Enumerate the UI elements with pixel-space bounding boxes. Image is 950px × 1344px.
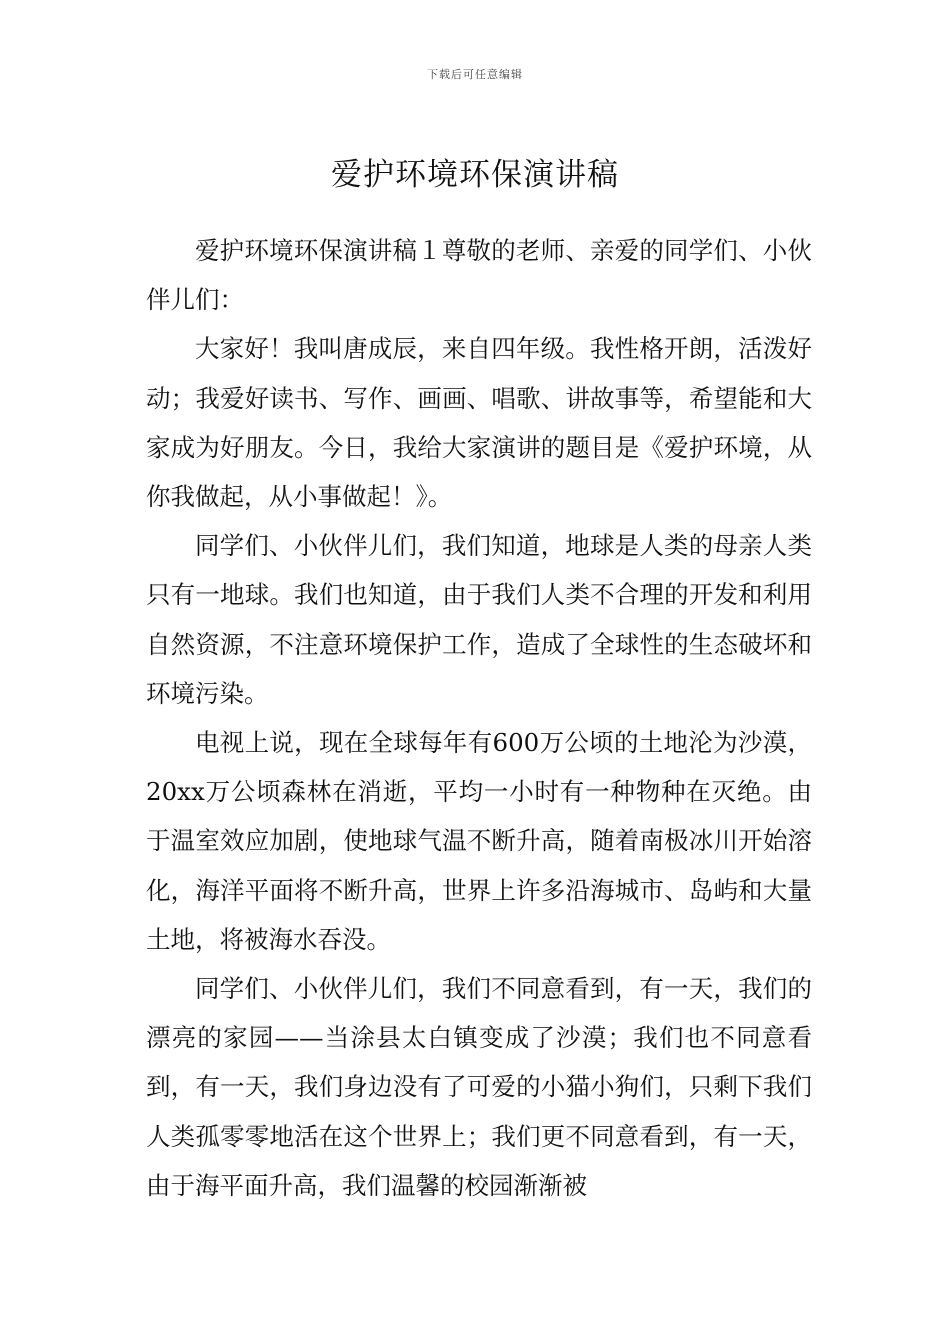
paragraph-future-concern: 同学们、小伙伴儿们，我们不同意看到，有一天，我们的漂亮的家园——当涂县太白镇变成了沙漠；我们也不同意看到，有一天，我们身边没有了可爱的小猫小狗们，只剩下我们人类孤零零地活在这个世界上；我们更不同意看到，有一天，由于海平面升高，我们温馨的校园渐渐被 [146,974,812,1200]
document-body [146,226,812,1210]
document-title: 爱护环境环保演讲稿 [331,156,619,193]
paragraph-introduction: 大家好！我叫唐成辰，来自四年级。我性格开朗，活泼好动；我爱好读书、写作、画画、唱歌、讲故事等，希望能和大家成为好朋友。今日，我给大家演讲的题目是《爱护环境，从你我做起，从小事做起！》。 [146,334,812,512]
header-note: 下载后可任意编辑 [427,68,523,81]
paragraph-earth-mother: 同学们、小伙伴儿们，我们知道，地球是人类的母亲人类只有一地球。我们也知道，由于我们人类不合理的开发和利用自然资源，不注意环境保护工作，造成了全球性的生态破坏和环境污染。 [146,531,812,708]
paragraph-desertification: 电视上说，现在全球每年有600万公顷的土地沦为沙漠，20xx万公顷森林在消逝，平均一小时有一种物种在灭绝。由于温室效应加剧，使地球气温不断升高，随着南极冰川开始溶化，海洋平面将不断升高，世界上许多沿海城市、岛屿和大量土地，将被海水吞没。 [146,728,812,954]
paragraph-greeting: 爱护环境环保演讲稿１尊敬的老师、亲爱的同学们、小伙伴儿们： [146,236,812,315]
